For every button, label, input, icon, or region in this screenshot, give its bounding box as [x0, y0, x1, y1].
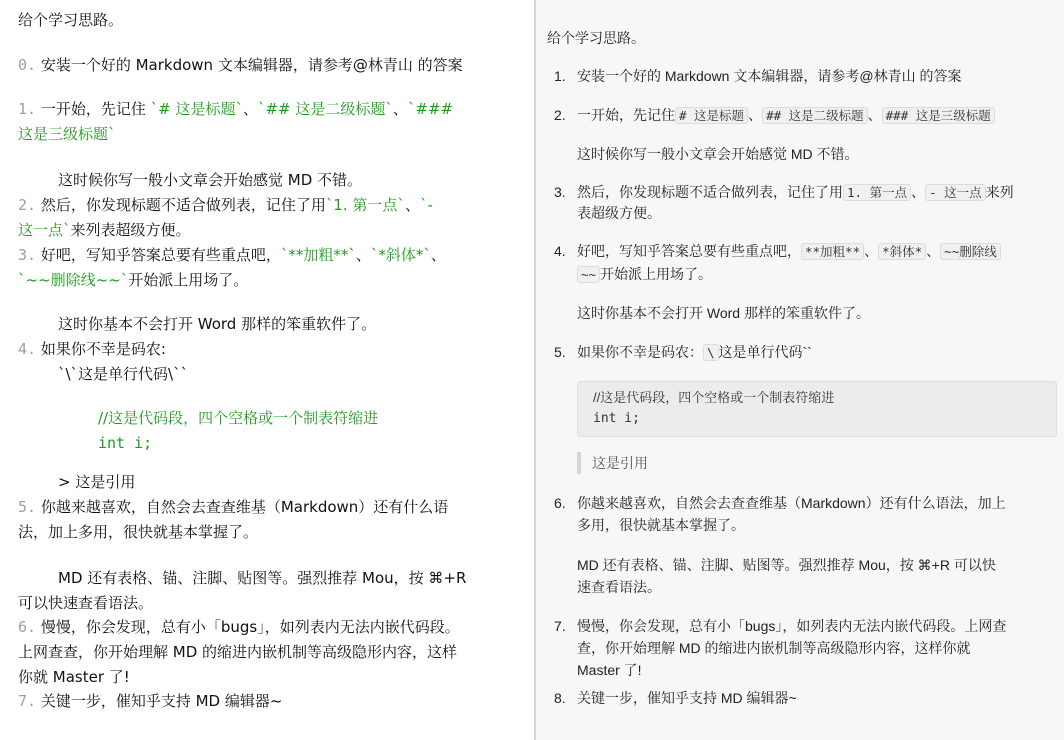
- editor-line-item5-wrap: [18, 520, 526, 545]
- inline-code: ~~删除线: [940, 243, 1001, 260]
- separator: 、: [748, 107, 763, 123]
- editor-text: > 这是引用: [58, 473, 136, 491]
- preview-item-3: [577, 181, 1014, 204]
- blockquote-bar: [577, 452, 581, 474]
- inline-code-markup: `-: [419, 196, 433, 214]
- inline-code-markup: `###: [407, 100, 454, 118]
- editor-line-item0: [18, 53, 526, 78]
- preview-text: 一开始，先记住: [577, 107, 675, 123]
- editor-text: 慢慢，你会发现，总有小「bugs」，如列表内无法内嵌代码段。: [36, 618, 460, 636]
- editor-line-item3-wrap: [18, 268, 526, 293]
- list-number: 6.: [18, 618, 37, 636]
- preview-text: 这是单行代码``: [718, 344, 812, 360]
- inline-code: ### 这是三级标题: [882, 107, 995, 124]
- separator: 、: [430, 246, 446, 264]
- preview-item-6-para-wrap: [577, 576, 661, 598]
- preview-text: 给个学习思路。: [547, 30, 645, 46]
- list-number: 3.: [18, 246, 37, 264]
- preview-text: 查，你开始理解 MD 的缩进内嵌机制等高级隐形内容，这样你就: [577, 640, 971, 656]
- preview-item-2: [577, 104, 995, 127]
- editor-text: 安装一个好的 Markdown 文本编辑器，请参考@林青山 的答案: [36, 56, 463, 74]
- editor-text: 这时候你写一般小文章会开始感觉 MD 不错。: [58, 171, 363, 189]
- preview-item-4-para: [577, 302, 870, 324]
- preview-text: 开始派上用场了。: [600, 266, 713, 282]
- preview-list-number: 5.: [554, 344, 566, 360]
- blockquote: [592, 452, 648, 474]
- editor-line-item5: [18, 495, 526, 520]
- list-number: 4.: [18, 340, 37, 358]
- list-number: 1.: [18, 100, 37, 118]
- code-line: //这是代码段，四个空格或一个制表符缩进: [593, 390, 835, 405]
- editor-line-item7: [18, 689, 526, 714]
- list-number: 5.: [18, 498, 37, 516]
- editor-title-text: 给个学习思路。: [18, 11, 124, 29]
- inline-code-markup: `1. 第一点`: [325, 196, 405, 214]
- preview-text: 关键一步，催知乎支持 MD 编辑器~: [577, 690, 797, 706]
- preview-item-7-wrap2: [577, 659, 642, 681]
- inline-code-markup: 这一点`: [18, 221, 71, 239]
- preview-text: 多用，很快就基本掌握了。: [577, 517, 745, 533]
- editor-line-item3: [18, 243, 526, 268]
- preview-text: MD 还有表格、锚、注脚、贴图等。强烈推荐 Mou，按 ⌘+R 可以快: [577, 557, 996, 573]
- preview-item-5: [577, 341, 812, 364]
- preview-item-6-wrap: [577, 514, 745, 536]
- editor-text: MD 还有表格、锚、注脚、贴图等。强烈推荐 Mou，按 ⌘+R: [58, 569, 467, 587]
- editor-line-item1-wrap: [18, 122, 526, 147]
- separator: 、: [911, 184, 926, 200]
- preview-text: 速查看语法。: [577, 579, 661, 595]
- editor-line-item2-wrap: [18, 218, 526, 243]
- code-line: int i;: [593, 411, 640, 426]
- editor-line-quote: [58, 470, 534, 495]
- preview-item-7: [577, 615, 1006, 637]
- inline-code-markup: `~~删除线~~`: [18, 271, 129, 289]
- inline-code-markup: `*斜体*`: [370, 246, 431, 264]
- editor-text: 好吧，写知乎答案总要有些重点吧，: [36, 246, 281, 264]
- inline-code: - 这一点: [925, 184, 986, 201]
- preview-text: 你越来越喜欢，自然会去查查维基（Markdown）还有什么语法，加上: [577, 495, 1006, 511]
- editor-text: 上网查查，你开始理解 MD 的缩进内嵌机制等高级隐形内容，这样: [18, 643, 458, 661]
- inline-code: # 这是标题: [675, 107, 748, 124]
- editor-line-para3: [58, 566, 534, 591]
- preview-text: 这是引用: [592, 455, 648, 471]
- editor-line-inline-code: [58, 362, 534, 387]
- separator: 、: [404, 196, 420, 214]
- preview-text: 这时候你写一般小文章会开始感觉 MD 不错。: [577, 146, 859, 162]
- inline-code-markup: `**加粗**`: [280, 246, 356, 264]
- preview-list-number: 8.: [554, 690, 566, 706]
- editor-text: 如果你不幸是码农:: [36, 340, 166, 358]
- editor-line-item2: [18, 193, 526, 218]
- preview-item-7-wrap: [577, 637, 971, 659]
- separator: 、: [867, 107, 882, 123]
- preview-text: 然后，你发现标题不适合做列表，记住了用: [577, 184, 843, 200]
- editor-text: 法，加上多用，很快就基本掌握了。: [18, 523, 259, 541]
- editor-text: 来列表超级方便。: [70, 221, 191, 239]
- editor-line-para3-wrap: [18, 591, 526, 616]
- preview-list-number: 1.: [554, 68, 566, 84]
- preview-item-1: [577, 65, 961, 87]
- inline-code-markup: 这是三级标题`: [18, 125, 116, 143]
- preview-list-number: 7.: [554, 618, 566, 634]
- code-line: //这是代码段，四个空格或一个制表符缩进: [98, 409, 379, 427]
- editor-text: 然后，你发现标题不适合做列表，记住了用: [36, 196, 326, 214]
- preview-item-4: [577, 240, 1001, 263]
- preview-list-number: 3.: [554, 184, 566, 200]
- list-number: 2.: [18, 196, 37, 214]
- preview-item-2-para: [577, 143, 859, 165]
- editor-line-codeblock-1: [98, 406, 534, 431]
- inline-code-markup: `# 这是标题`: [150, 100, 243, 118]
- preview-item-6-para: [577, 554, 996, 576]
- editor-text: `\`这是单行代码\``: [58, 365, 189, 383]
- inline-code-markup: `## 这是二级标题`: [257, 100, 393, 118]
- preview-list-number: 6.: [554, 495, 566, 511]
- editor-line-para2: [58, 312, 534, 337]
- list-number: 0.: [18, 56, 37, 74]
- preview-text: 如果你不幸是码农：: [577, 344, 703, 360]
- preview-item-4-wrap: [577, 263, 712, 286]
- editor-line-para1: [58, 168, 534, 193]
- preview-text: 这时你基本不会打开 Word 那样的笨重软件了。: [577, 305, 870, 321]
- editor-line-codeblock-2: [98, 431, 534, 456]
- inline-code: 1. 第一点: [843, 184, 911, 201]
- editor-text: 这时你基本不会打开 Word 那样的笨重软件了。: [58, 315, 377, 333]
- preview-item-8: [577, 687, 797, 709]
- editor-text: 一开始，先记住: [36, 100, 151, 118]
- editor-line-item6-wrap2: [18, 665, 526, 690]
- editor-line-item6-wrap1: [18, 640, 526, 665]
- preview-list-number: 4.: [554, 243, 566, 259]
- separator: 、: [392, 100, 408, 118]
- editor-text: 你越来越喜欢，自然会去查查维基（Markdown）还有什么语: [36, 498, 449, 516]
- code-line: int i;: [98, 434, 153, 452]
- preview-text: Master 了!: [577, 662, 642, 678]
- preview-item-3-wrap: [577, 202, 661, 224]
- separator: 、: [242, 100, 258, 118]
- preview-text: 表超级方便。: [577, 205, 661, 221]
- editor-text: 可以快速查看语法。: [18, 594, 154, 612]
- separator: 、: [355, 246, 371, 264]
- editor-text: 你就 Master 了!: [18, 668, 130, 686]
- editor-line-item1: [18, 97, 526, 122]
- inline-code: \: [703, 344, 719, 361]
- preview-text: 好吧，写知乎答案总要有些重点吧，: [577, 243, 801, 259]
- editor-line-item4: [18, 337, 526, 362]
- preview-title: [547, 27, 645, 49]
- editor-line-item6: [18, 615, 526, 640]
- preview-item-6: [577, 492, 1006, 514]
- separator: 、: [926, 243, 941, 259]
- preview-text: 安装一个好的 Markdown 文本编辑器，请参考@林青山 的答案: [577, 68, 962, 84]
- preview-text: 来列: [985, 184, 1014, 200]
- list-number: 7.: [18, 692, 37, 710]
- inline-code: **加粗**: [801, 243, 864, 260]
- preview-list-number: 2.: [554, 107, 566, 123]
- editor-text: 开始派上用场了。: [128, 271, 249, 289]
- code-block: [577, 381, 1057, 437]
- editor-text: 关键一步，催知乎支持 MD 编辑器~: [36, 692, 283, 710]
- inline-code: *斜体*: [878, 243, 926, 260]
- editor-line-title: [18, 8, 526, 33]
- inline-code: ~~: [577, 266, 600, 283]
- inline-code: ## 这是二级标题: [762, 107, 868, 124]
- separator: 、: [864, 243, 879, 259]
- preview-text: 慢慢，你会发现，总有小「bugs」，如列表内无法内嵌代码段。上网查: [577, 618, 1007, 634]
